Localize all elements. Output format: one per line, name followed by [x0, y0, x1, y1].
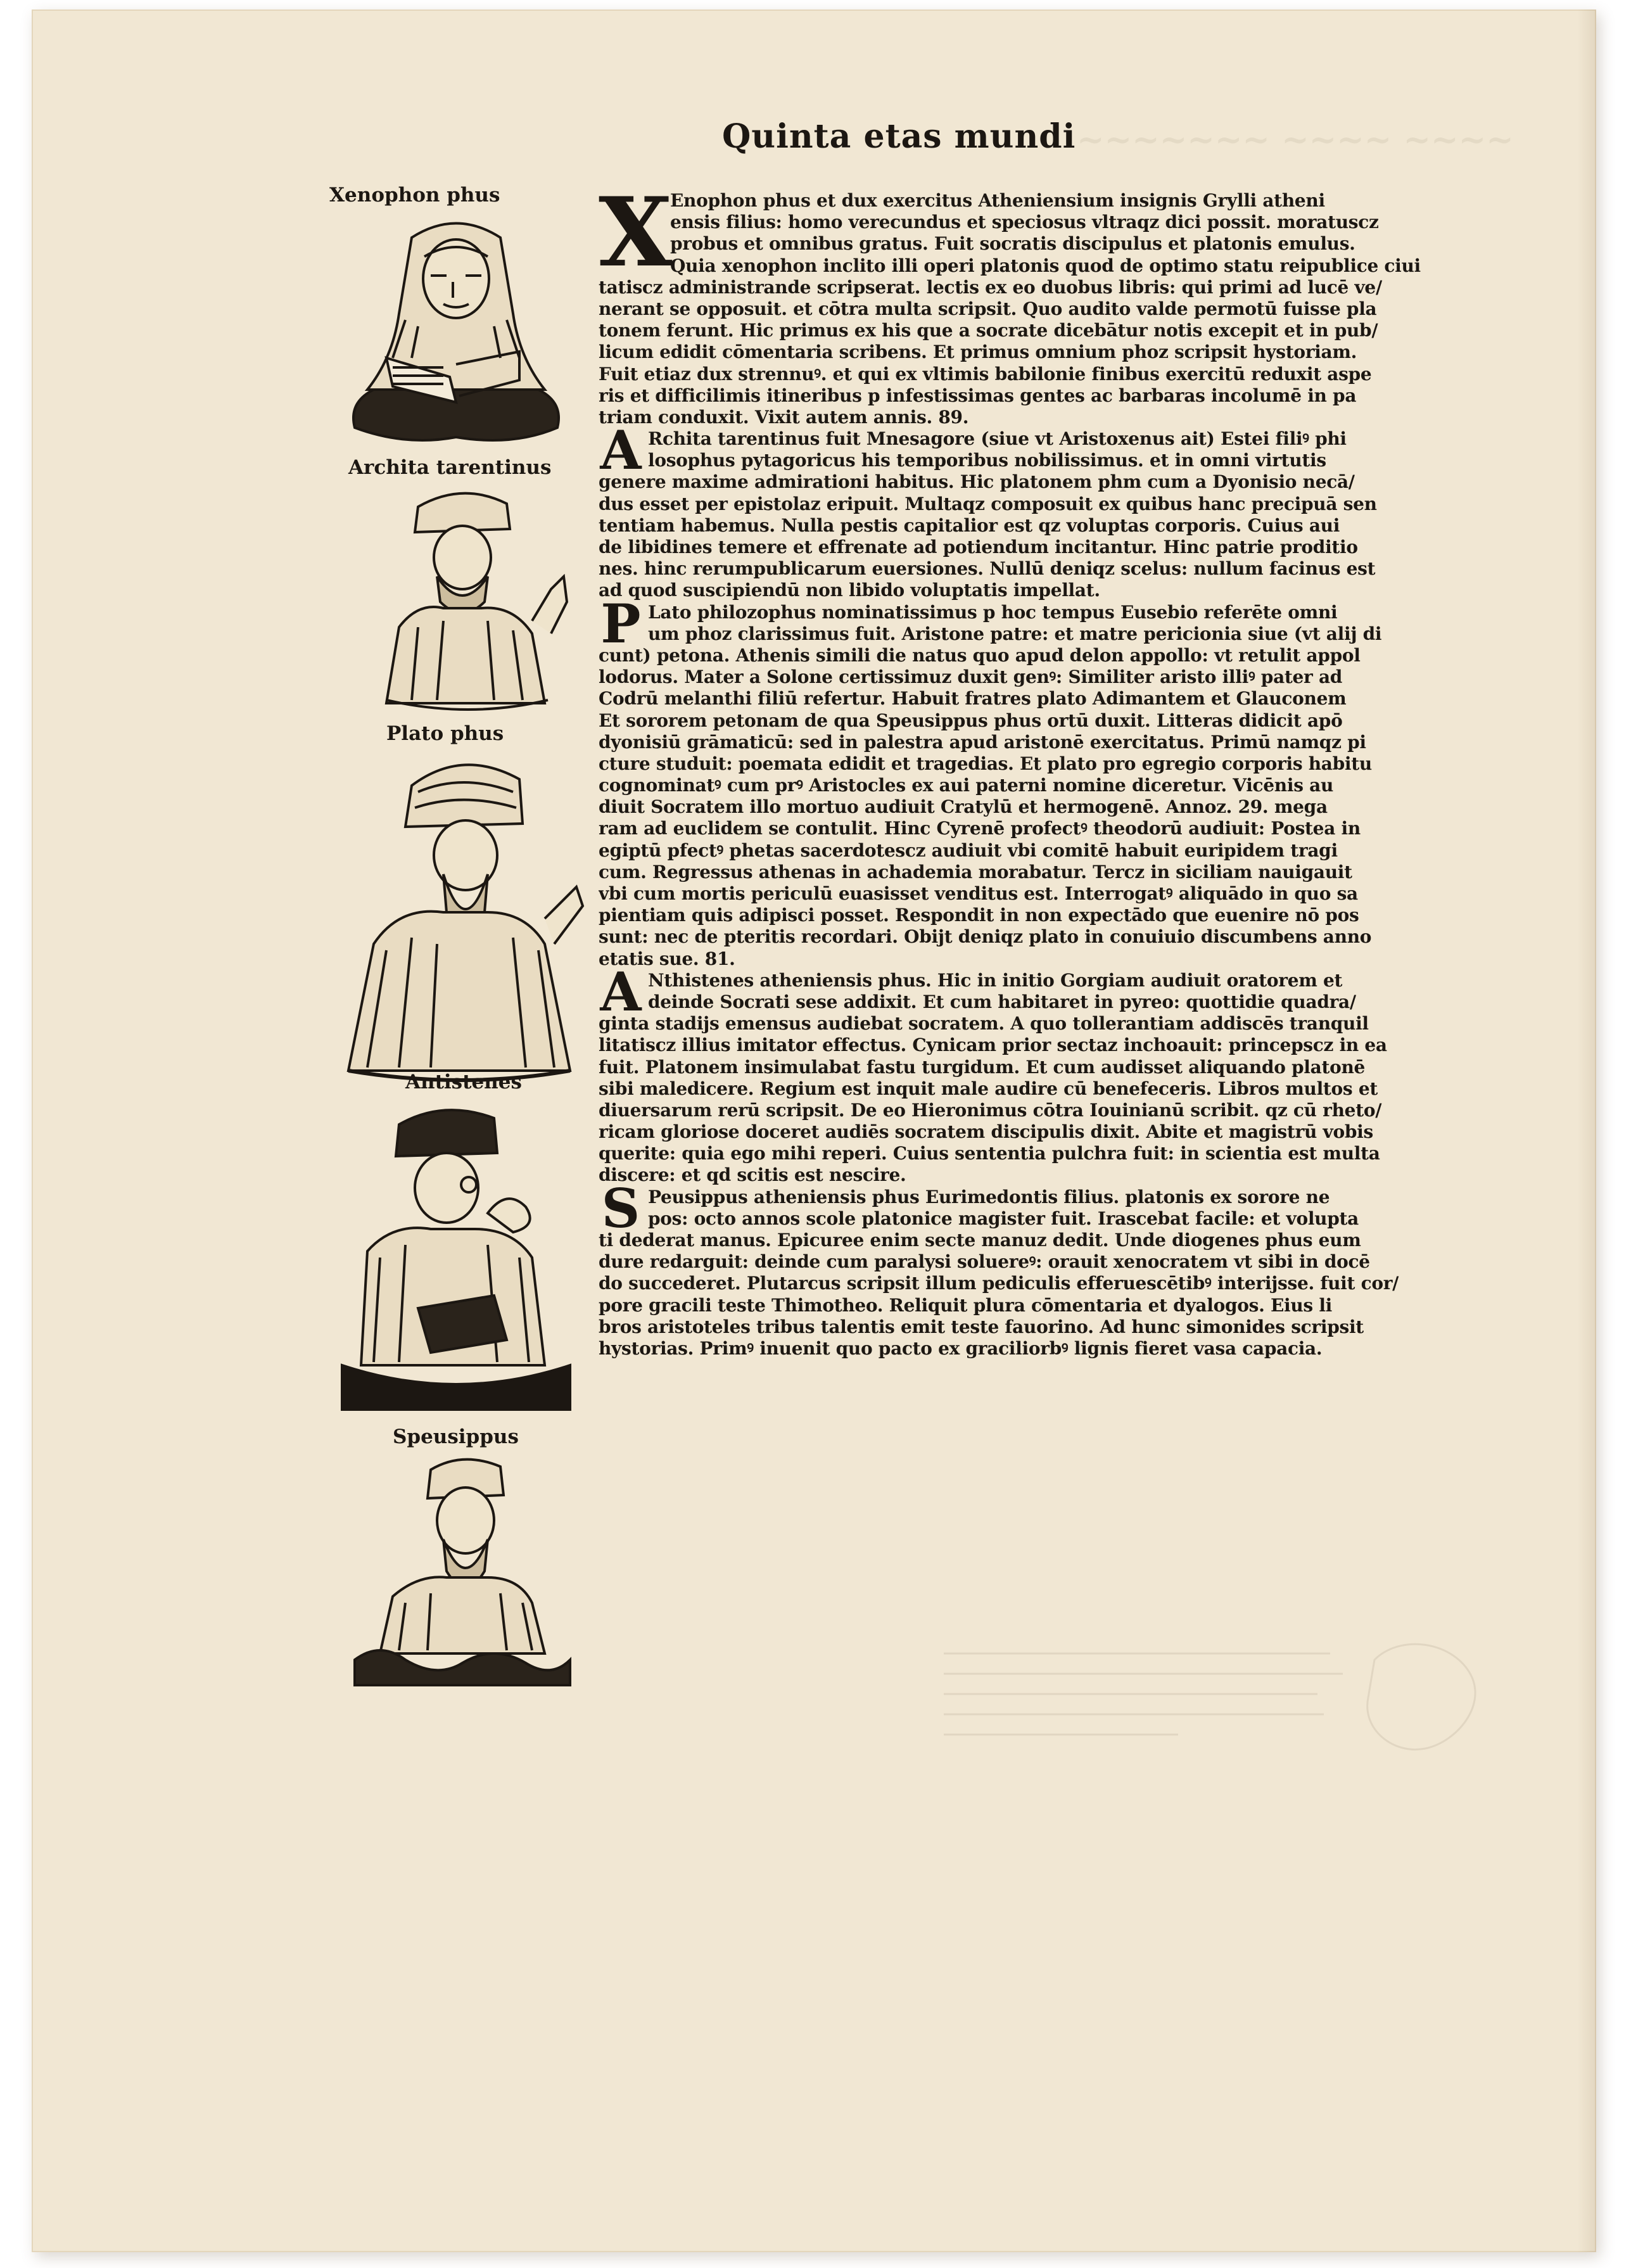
text-column — [599, 177, 1441, 1360]
text-line: tatiscz administrande scripserat. lectis ex eo duobus libris: qui primi ad lucē ve/ — [599, 276, 1382, 298]
text-line: dus esset per epistolaz eripuit. Multaqz composuit ex quibus hanc precipuā sen — [599, 493, 1377, 514]
text-line: sibi maledicere. Regium est inquit male audire cū benefeceris. Libros multos et — [599, 1078, 1378, 1099]
text-line: do succederet. Plutarcus scripsit illum pediculis efferuescētibꝰ interijsse. fuit cor/ — [599, 1273, 1399, 1294]
text-line: ensis filius: homo verecundus et speciosus vltraqz dici possit. moratuscz — [670, 212, 1379, 233]
initial-s: S — [601, 1176, 640, 1240]
text-line: cture studuit: poemata edidit et tragedias. Et plato pro egregio corporis habitu — [599, 753, 1372, 774]
show-through-title: ~~~~~~~ ~~~~ ~~~~ — [1077, 120, 1514, 159]
text-line: hystorias. Primꝰ inuenit quo pacto ex graciliorbꝰ lignis fieret vasa capacia. — [599, 1337, 1323, 1359]
caption-speusippus: Speusippus — [393, 1425, 519, 1448]
text-line: litatiscz illius imitator effectus. Cynicam prior sectaz inchoauit: princepscz in ea — [599, 1035, 1387, 1056]
text-line: dure redarguit: deinde cum paralysi soluereꝰ: orauit xenocratem vt sibi in docē — [599, 1251, 1370, 1273]
paragraph-plato — [599, 592, 1441, 970]
text-line: pore gracili teste Thimotheo. Reliquit plura cōmentaria et dyalogos. Eius li — [599, 1294, 1333, 1316]
text-line: egiptū pfectꝰ phetas sacerdotescz audiuit vbi comitē habuit euripidem tragi — [599, 839, 1338, 861]
woodcut-xenophon-portrait — [329, 212, 583, 447]
text-line: cognominatꝰ cum prꝰ Aristocles ex aui paterni nomine diceretur. Vicēnis au — [599, 775, 1334, 796]
text-line: ad quod suscipiendū non libido voluptatis impellat. — [599, 580, 1100, 601]
woodcut-antistenes-portrait — [329, 1099, 583, 1416]
text-line: querite: quia ego mihi reperi. Cuius sententia pulchra fuit: in scientia est multa — [599, 1143, 1380, 1164]
text-line: nerant se opposuit. et cōtra multa scripsit. Quo audito valde permotū fuisse pla — [599, 298, 1377, 319]
text-line: sunt: nec de pteritis recordari. Obijt deniqz plato in conuiuio discumbens anno — [599, 926, 1372, 948]
text-line: pientiam quis adipisci posset. Respondit in non expectādo que euenire nō pos — [599, 905, 1359, 926]
portrait-column — [329, 184, 595, 1704]
paragraph-archita — [599, 419, 1441, 602]
text-line: dyonisiū grāmaticū: sed in palestra apud aristonē exercitatus. Primū namqz pi — [599, 731, 1366, 753]
text-line: lodorus. Mater a Solone certissimuz duxit genꝰ: Similiter aristo illiꝰ pater ad — [599, 666, 1343, 688]
text-line: Enophon phus et dux exercitus Atheniensium insignis Grylli atheni — [670, 190, 1325, 211]
text-line: Lato philozophus nominatissimus p hoc tempus Eusebio referēte omni — [648, 601, 1338, 623]
text-line: um phoz clarissimus fuit. Aristone patre: et matre pericionia siue (vt alij di — [648, 623, 1382, 644]
text-line: Rchita tarentinus fuit Mnesagore (siue vt Aristoxenus ait) Estei filiꝰ phi — [648, 428, 1347, 450]
text-line: diuersarum rerū scripsit. De eo Hieronimus cōtra Iouinianū scribit. qz cū rheto/ — [599, 1099, 1382, 1121]
caption-xenophon: Xenophon phus — [329, 184, 500, 207]
initial-a: A — [600, 960, 642, 1023]
text-line: diuit Socratem illo mortuo audiuit Cratylū et hermogenē. Annoz. 29. mega — [599, 796, 1328, 818]
caption-archita: Archita tarentinus — [348, 456, 552, 479]
text-line: losophus pytagoricus his temporibus nobilissimus. et in omni virtutis — [648, 450, 1326, 471]
text-line: deinde Socrati sese addixit. Et cum habitaret in pyreo: quottidie quadra/ — [648, 991, 1356, 1012]
text-line: licum edidit cōmentaria scribens. Et primus omnium phoz scripsit hystoriam. — [599, 341, 1357, 363]
text-line: triam conduxit. Vixit autem annis. 89. — [599, 406, 969, 428]
text-line: ram ad euclidem se contulit. Hinc Cyrenē profectꝰ theodorū audiuit: Postea in — [599, 818, 1361, 839]
text-line: Fuit etiaz dux strennuꝰ. et qui ex vltimis babilonie finibus exercitū reduxit aspe — [599, 363, 1372, 385]
text-line: nes. hinc rerumpublicarum euersiones. Nullū deniqz scelus: nullum facinus est — [599, 558, 1376, 580]
text-line: tonem ferunt. Hic primus ex his que a socrate dicebātur notis excepit et in pub/ — [599, 320, 1378, 341]
text-line: cunt) petona. Athenis simili die natus quo apud delon appollo: vt retulit appol — [599, 644, 1361, 666]
paragraph-speusippus — [599, 1176, 1441, 1360]
caption-antistenes: Antistenes — [405, 1071, 522, 1093]
text-line: ginta stadijs emensus audiebat socratem. A quo tollerantiam addiscēs tranquil — [599, 1013, 1369, 1035]
show-through-strokes — [937, 1634, 1507, 1825]
text-line: Et sororem petonam de qua Speusippus phus ortū duxit. Litteras didicit apō — [599, 710, 1343, 731]
initial-a: A — [600, 419, 642, 482]
woodcut-speusippus-portrait — [342, 1451, 583, 1691]
running-title: Quinta etas mundi — [722, 117, 1076, 156]
text-line: genere maxime admirationi habitus. Hic platonem phm cum a Dyonisio necā/ — [599, 471, 1355, 493]
text-line: tentiam habemus. Nulla pestis capitalior est qz voluptas corporis. Cuius aui — [599, 514, 1340, 536]
woodcut-plato-portrait — [336, 754, 589, 1083]
text-line: vbi cum mortis periculū euasisset venditus est. Interrogatꝰ aliquādo in quo sa — [599, 883, 1358, 904]
text-line: discere: et qd scitis est nescire. — [599, 1164, 906, 1186]
text-line: Quia xenophon inclito illi operi platonis quod de optimo statu reipublice ciui — [670, 255, 1421, 276]
text-line: ti dederat manus. Epicuree enim secte manuz dedit. Unde diogenes phus eum — [599, 1230, 1361, 1251]
initial-p: P — [600, 592, 641, 655]
text-line: fuit. Platonem insimulabat fastu turgidum. Et cum audisset aliquando platonē — [599, 1056, 1366, 1078]
text-line: cum. Regressus athenas in achademia morabatur. Tercz in siciliam nauigauit — [599, 861, 1352, 882]
text-line: Codrū melanthi filiū refertur. Habuit fratres plato Adimantem et Glauconem — [599, 688, 1347, 710]
show-through-text — [937, 1634, 1507, 1825]
woodcut-archita-portrait — [361, 481, 576, 716]
caption-plato: Plato phus — [386, 722, 504, 745]
paragraph-antistenes — [599, 960, 1441, 1187]
text-line: pos: octo annos scole platonice magister fuit. Irascebat facile: et volupta — [648, 1207, 1359, 1229]
initial-x: X — [599, 177, 673, 288]
text-line: Nthistenes atheniensis phus. Hic in initio Gorgiam audiuit oratorem et — [648, 969, 1343, 991]
text-line: Peusippus atheniensis phus Eurimedontis filius. platonis ex sorore ne — [648, 1186, 1330, 1207]
text-line: bros aristoteles tribus talentis emit teste fauorino. Ad hunc simonides scripsit — [599, 1316, 1364, 1337]
text-line: probus et omnibus gratus. Fuit socratis discipulus et platonis emulus. — [670, 233, 1355, 255]
text-line: etatis sue. 81. — [599, 948, 735, 969]
text-line: ris et difficilimis itineribus p infestissimas gentes ac barbaras incolumē in pa — [599, 385, 1357, 406]
paragraph-xenophon — [599, 177, 1441, 428]
text-line: de libidines temere et effrenate ad potiendum incitantur. Hinc patrie proditio — [599, 537, 1358, 557]
text-line: ricam gloriose doceret audiēs socratem discipulis dixit. Abite et magistrū vobis — [599, 1121, 1373, 1143]
